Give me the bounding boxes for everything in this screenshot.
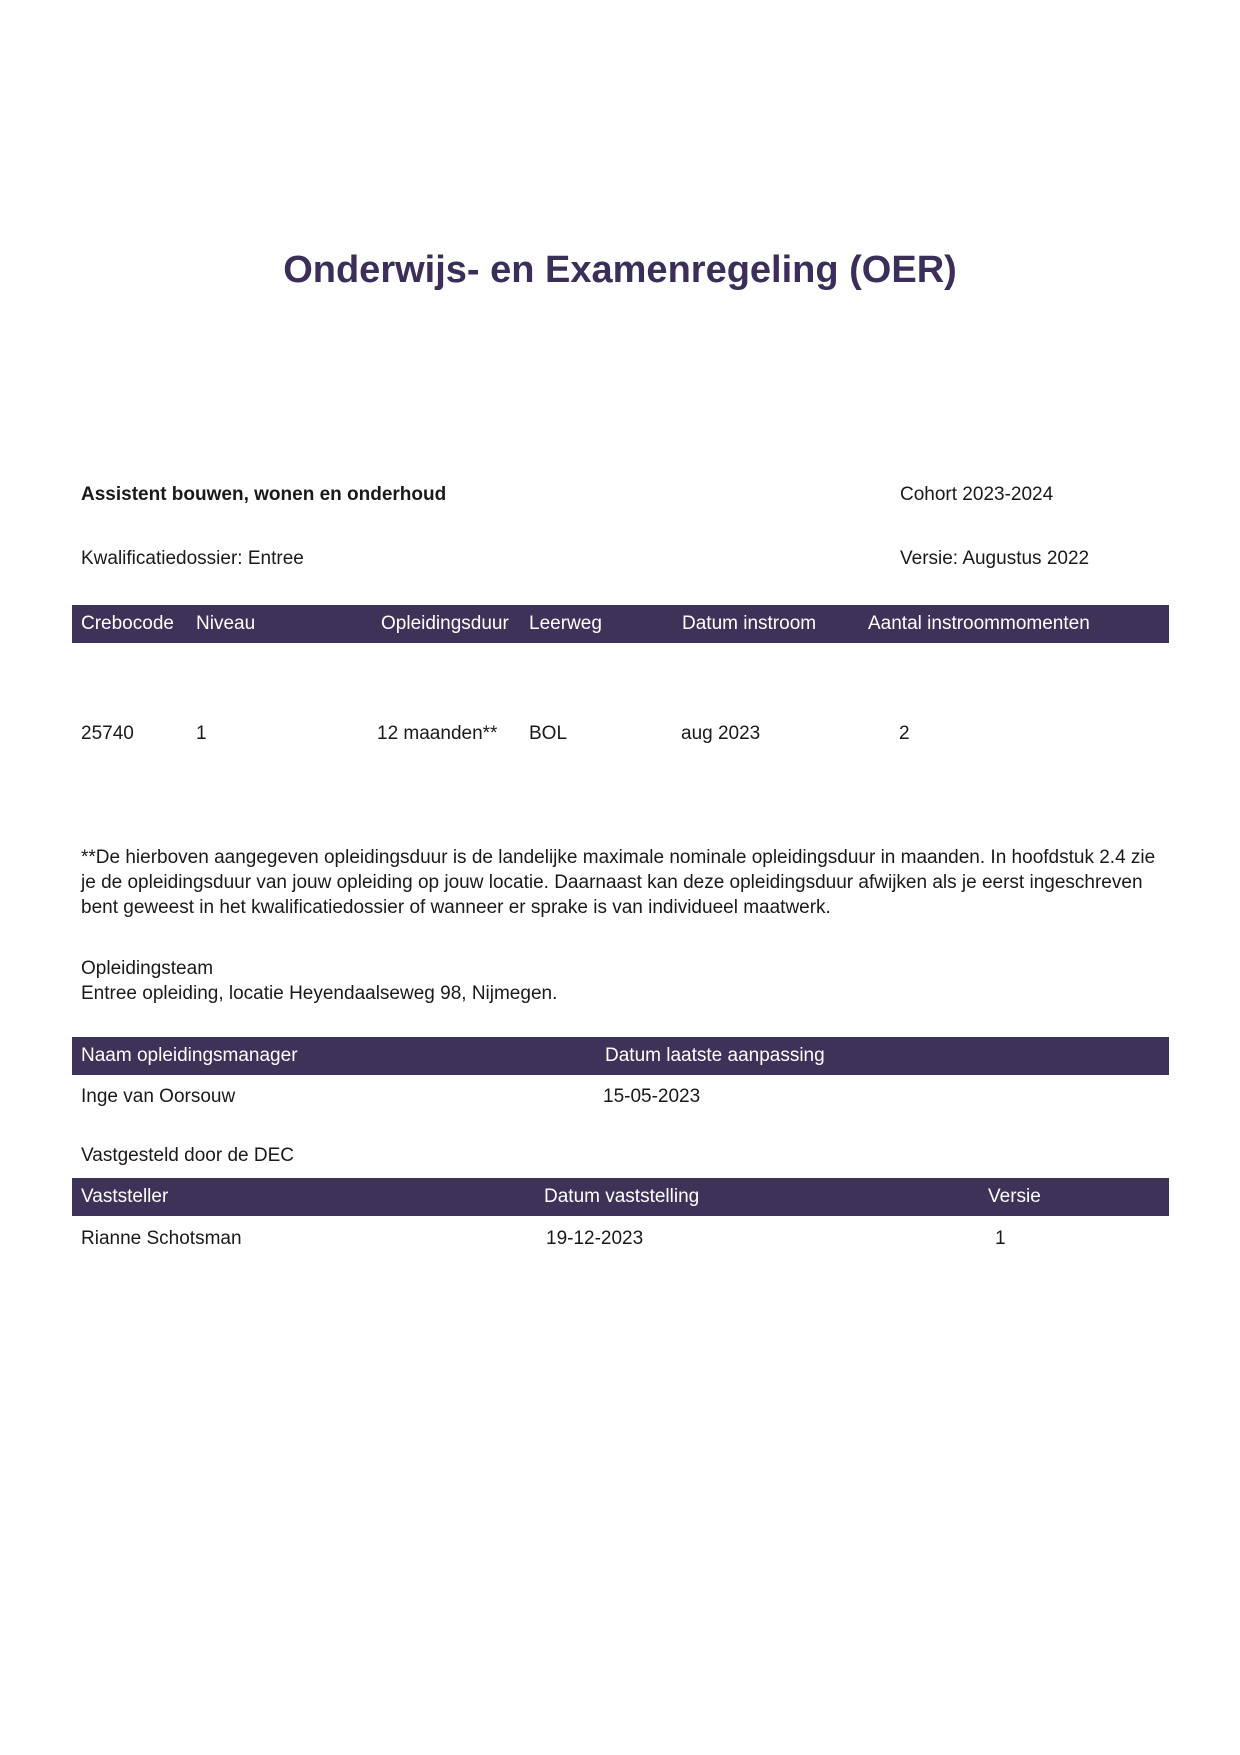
document-title: Onderwijs- en Examenregeling (OER) bbox=[283, 249, 957, 291]
opleidingsduur-footnote: **De hierboven aangegeven opleidingsduur is de landelijke maximale nominale opleidingsduur in maanden. In hoofdstuk 2.4 zie je de opleidingsduur van jouw opleiding op jouw locatie. Daarnaast kan deze opleidingsduur afwijken als je eerst ingeschreven bent geweest in het kwalificatiedossier of wanneer er sprake is van individueel maatwerk. bbox=[81, 847, 1156, 918]
opleidingsteam-location: Entree opleiding, locatie Heyendaalseweg 98, Nijmegen. bbox=[81, 983, 558, 1004]
header-cell-naam-opleidingsmanager: Naam opleidingsmanager bbox=[81, 1045, 298, 1066]
cell-leerweg: BOL bbox=[529, 723, 568, 744]
qualification-dossier: Kwalificatiedossier: Entree bbox=[81, 548, 304, 569]
header-cell-crebocode: Crebocode bbox=[81, 613, 174, 634]
cohort-label: Cohort 2023-2024 bbox=[900, 484, 1054, 505]
cell-datum-instroom: aug 2023 bbox=[681, 723, 761, 744]
program-name: Assistent bouwen, wonen en onderhoud bbox=[81, 484, 447, 505]
manager-table-header bbox=[72, 1037, 1169, 1075]
version-label: Versie: Augustus 2022 bbox=[900, 548, 1090, 569]
cell-naam-opleidingsmanager: Inge van Oorsouw bbox=[81, 1086, 236, 1107]
opleidingsteam-block bbox=[81, 956, 557, 1006]
header-cell-datum-vaststelling: Datum vaststelling bbox=[544, 1186, 700, 1207]
cell-niveau: 1 bbox=[196, 723, 207, 744]
cell-opleidingsduur: 12 maanden** bbox=[377, 723, 498, 744]
cell-datum-vaststelling: 19-12-2023 bbox=[546, 1228, 644, 1249]
header-cell-aantal-instroommomenten: Aantal instroommomenten bbox=[868, 613, 1090, 634]
cell-vaststeller: Rianne Schotsman bbox=[81, 1228, 242, 1249]
opleidingsteam-heading: Opleidingsteam bbox=[81, 958, 214, 979]
cell-versie: 1 bbox=[995, 1228, 1006, 1249]
header-cell-leerweg: Leerweg bbox=[529, 613, 602, 634]
header-cell-datum-laatste-aanpassing: Datum laatste aanpassing bbox=[605, 1045, 825, 1066]
header-cell-vaststeller: Vaststeller bbox=[81, 1186, 169, 1207]
crebo-table-header bbox=[72, 605, 1169, 643]
cell-crebocode: 25740 bbox=[81, 723, 134, 744]
header-cell-datum-instroom: Datum instroom bbox=[682, 613, 817, 634]
header-cell-opleidingsduur: Opleidingsduur bbox=[381, 613, 509, 634]
header-cell-niveau: Niveau bbox=[196, 613, 256, 634]
cell-aantal-instroommomenten: 2 bbox=[899, 723, 910, 744]
cell-datum-laatste-aanpassing: 15-05-2023 bbox=[603, 1086, 701, 1107]
dec-note: Vastgesteld door de DEC bbox=[81, 1145, 294, 1166]
adoption-table-header bbox=[72, 1178, 1169, 1216]
header-cell-versie: Versie bbox=[988, 1186, 1041, 1207]
